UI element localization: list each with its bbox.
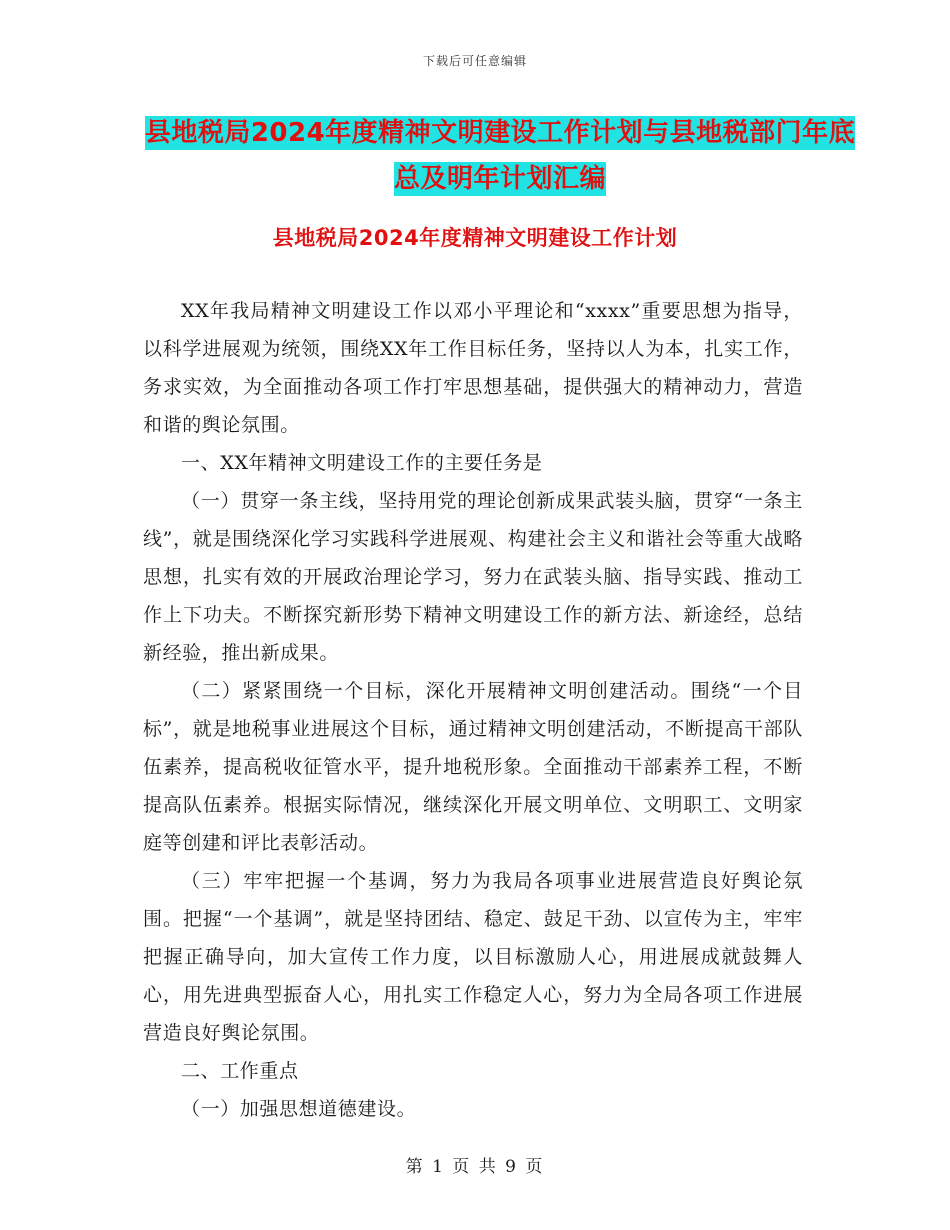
document-main-title (140, 110, 860, 202)
header-note: 下载后可任意编辑 (422, 54, 527, 68)
paragraph-task-1: （一）贯穿一条主线，坚持用党的理论创新成果武装头脑，贯穿“一条主线”，就是围绕深化学习实践科学进展观、构建社会主义和谐社会等重大战略思想，扎实有效的开展政治理论学习，努力在武装头脑、指导实践、推动工作上下功夫。不断探究新形势下精神文明建设工作的新方法、新途经，总结新经验，推出新成果。 (143, 490, 803, 664)
document-body (143, 292, 803, 1128)
heading-main-tasks: 一、XX年精神文明建设工作的主要任务是 (181, 452, 543, 474)
section-title: 县地税局2024年度精神文明建设工作计划 (272, 226, 678, 250)
paragraph-task-2: （二）紧紧围绕一个目标，深化开展精神文明创建活动。围绕“一个目标”，就是地税事业进展这个目标，通过精神文明创建活动，不断提高干部队伍素养，提高税收征管水平，提升地税形象。全面推动干部素养工程，不断提高队伍素养。根据实际情况，继续深化开展文明单位、文明职工、文明家庭等创建和评比表彰活动。 (143, 680, 803, 854)
main-title-highlight: 县地税局2024年度精神文明建设工作计划与县地税部门年底总及明年计划汇编 (144, 118, 856, 194)
heading-work-focus: 二、工作重点 (181, 1060, 299, 1082)
paragraph-task-3: （三）牢牢把握一个基调，努力为我局各项事业进展营造良好舆论氛围。把握“一个基调”，就是坚持团结、稳定、鼓足干劲、以宣传为主，牢牢把握正确导向，加大宣传工作力度，以目标激励人心，用进展成就鼓舞人心，用先进典型振奋人心，用扎实工作稳定人心，努力为全局各项工作进展营造良好舆论氛围。 (143, 870, 803, 1044)
paragraph-focus-1: （一）加强思想道德建设。 (181, 1098, 417, 1120)
page-number-footer: 第 1 页 共 9 页 (405, 1157, 545, 1177)
paragraph-intro: XX年我局精神文明建设工作以邓小平理论和“xxxx”重要思想为指导，以科学进展观为统领，围绕XX年工作目标任务，坚持以人为本，扎实工作，务求实效，为全面推动各项工作打牢思想基础，提供强大的精神动力，营造和谐的舆论氛围。 (143, 300, 803, 436)
